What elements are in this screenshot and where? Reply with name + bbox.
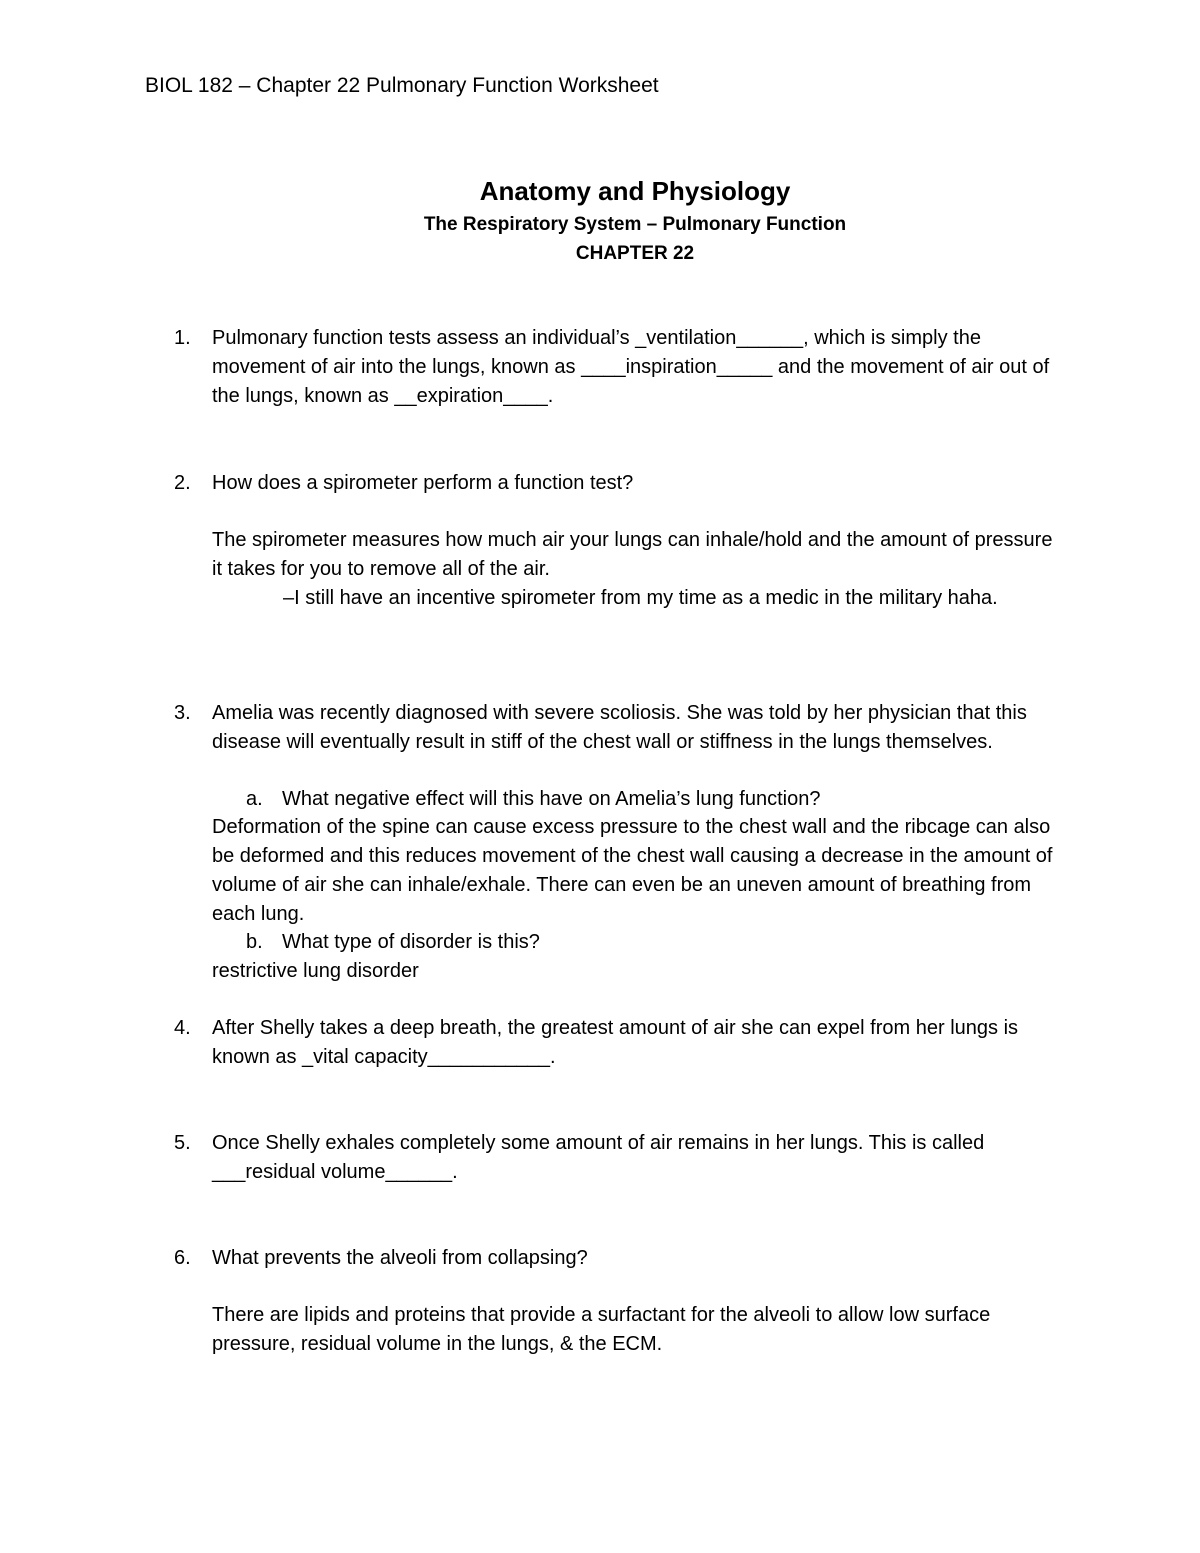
page-header: BIOL 182 – Chapter 22 Pulmonary Function Worksheet [145, 74, 659, 97]
question-6-text: What prevents the alveoli from collapsing? [212, 1247, 588, 1269]
question-5-line-1: Once Shelly exhales completely some amount of air remains in her lungs. This is called [212, 1132, 985, 1154]
question-3a-answer-line-2: be deformed and this reduces movement of the chest wall causing a decrease in the amount of [212, 845, 1053, 867]
question-4-number: 4. [174, 1017, 191, 1039]
question-2-number: 2. [174, 472, 191, 494]
question-2-answer-line-2: it takes for you to remove all of the air. [212, 558, 550, 580]
question-1-number: 1. [174, 327, 191, 349]
question-3-line-1: Amelia was recently diagnosed with severe scoliosis. She was told by her physician that this [212, 702, 1027, 724]
question-6-number: 6. [174, 1247, 191, 1269]
question-6-answer-line-2: pressure, residual volume in the lungs, & the ECM. [212, 1333, 663, 1355]
question-3b-label: b. [246, 931, 263, 953]
question-3a-answer-line-4: each lung. [212, 903, 305, 925]
question-3a-label: a. [246, 788, 263, 810]
question-1-line-3: the lungs, known as __expiration____. [212, 385, 554, 407]
question-6-answer-line-1: There are lipids and proteins that provide a surfactant for the alveoli to allow low surface [212, 1304, 991, 1326]
question-3a-text: What negative effect will this have on Amelia’s lung function? [282, 788, 821, 810]
question-5-line-2: ___residual volume______. [212, 1161, 458, 1183]
document-title: Anatomy and Physiology [479, 176, 791, 206]
question-1-line-1: Pulmonary function tests assess an individual’s _ventilation______, which is simply the [212, 327, 981, 349]
question-4-line-2: known as _vital capacity___________. [212, 1046, 556, 1068]
document-subtitle: The Respiratory System – Pulmonary Function [423, 214, 847, 235]
question-3-line-2: disease will eventually result in stiff of the chest wall or stiffness in the lungs themselves. [212, 731, 993, 753]
question-2-answer-line-1: The spirometer measures how much air your lungs can inhale/hold and the amount of pressure [212, 529, 1053, 551]
question-2-text: How does a spirometer perform a function test? [212, 472, 634, 494]
chapter-label: CHAPTER 22 [575, 243, 695, 264]
question-1-line-2: movement of air into the lungs, known as ____inspiration_____ and the movement of air out of [212, 356, 1050, 378]
question-3b-answer: restrictive lung disorder [212, 960, 419, 982]
question-4-line-1: After Shelly takes a deep breath, the greatest amount of air she can expel from her lungs is [212, 1017, 1019, 1039]
question-3-number: 3. [174, 702, 191, 724]
question-2-note: –I still have an incentive spirometer from my time as a medic in the military haha. [283, 587, 998, 609]
question-3a-answer-line-3: volume of air she can inhale/exhale. There can even be an uneven amount of breathing from [212, 874, 1032, 896]
question-3a-answer-line-1: Deformation of the spine can cause excess pressure to the chest wall and the ribcage can also [212, 816, 1051, 838]
question-5-number: 5. [174, 1132, 191, 1154]
question-3b-text: What type of disorder is this? [282, 931, 540, 953]
